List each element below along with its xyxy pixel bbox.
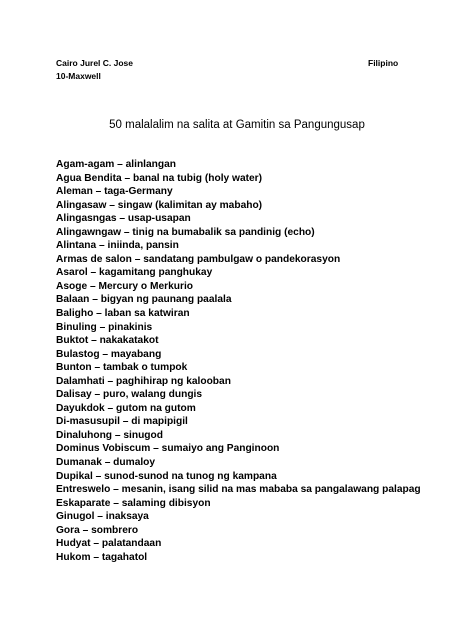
vocabulary-entry: Balaan – bigyan ng paunang paalala bbox=[56, 294, 232, 306]
vocabulary-entry: Di-masusupil – di mapipigil bbox=[56, 416, 188, 428]
vocabulary-entry: Eskaparate – salaming dibisyon bbox=[56, 497, 211, 509]
vocabulary-entry: Agam-agam – alinlangan bbox=[56, 159, 177, 170]
vocabulary-entry: Dinaluhong – sinugod bbox=[56, 429, 163, 441]
vocabulary-entry: Agua Bendita – banal na tubig (holy water) bbox=[56, 172, 263, 184]
vocabulary-entry: Dominus Vobiscum – sumaiyo ang Panginoon bbox=[56, 443, 280, 455]
vocabulary-entry: Alingasaw – singaw (kalimitan ay mabaho) bbox=[56, 199, 263, 211]
vocabulary-list bbox=[56, 158, 421, 564]
vocabulary-entry: Baligho – laban sa katwiran bbox=[56, 308, 190, 320]
vocabulary-entry: Dupikal – sunod-sunod na tunog ng kampana bbox=[56, 470, 277, 482]
vocabulary-entry: Hukom – tagahatol bbox=[56, 551, 148, 563]
subject-label: Filipino bbox=[368, 58, 399, 68]
vocabulary-entry: Asoge – Mercury o Merkurio bbox=[56, 280, 194, 292]
vocabulary-entry: Ginugol – inaksaya bbox=[56, 511, 149, 523]
vocabulary-entry: Bunton – tambak o tumpok bbox=[56, 362, 188, 374]
vocabulary-entry: Entreswelo – mesanin, isang silid na mas mababa sa pangalawang palapag bbox=[56, 484, 421, 496]
vocabulary-entry: Dumanak – dumaloy bbox=[56, 457, 156, 469]
vocabulary-entry: Alingawngaw – tinig na bumabalik sa pandinig (echo) bbox=[56, 226, 315, 238]
student-section: 10-Maxwell bbox=[56, 71, 101, 81]
vocabulary-entry: Armas de salon – sandatang pambulgaw o pandekorasyon bbox=[56, 253, 341, 265]
document-title: 50 malalalim na salita at Gamitin sa Pangungusap bbox=[109, 119, 365, 131]
vocabulary-entry: Asarol – kagamitang panghukay bbox=[56, 267, 213, 279]
vocabulary-entry: Aleman – taga-Germany bbox=[56, 186, 173, 198]
vocabulary-entry: Gora – sombrero bbox=[56, 524, 139, 536]
vocabulary-entry: Bulastog – mayabang bbox=[56, 348, 162, 360]
vocabulary-entry: Buktot – nakakatakot bbox=[56, 335, 159, 347]
vocabulary-entry: Alintana – iniinda, pansin bbox=[56, 240, 179, 252]
vocabulary-entry: Dalisay – puro, walang dungis bbox=[56, 389, 203, 401]
student-info bbox=[56, 57, 133, 83]
student-name: Cairo Jurel C. Jose bbox=[56, 58, 134, 68]
vocabulary-entry: Alingasngas – usap-usapan bbox=[56, 213, 191, 225]
vocabulary-entry: Dalamhati – paghihirap ng kalooban bbox=[56, 375, 231, 387]
vocabulary-entry: Dayukdok – gutom na gutom bbox=[56, 402, 196, 414]
vocabulary-entry: Binuling – pinakinis bbox=[56, 321, 153, 333]
vocabulary-entry: Hudyat – palatandaan bbox=[56, 538, 162, 550]
